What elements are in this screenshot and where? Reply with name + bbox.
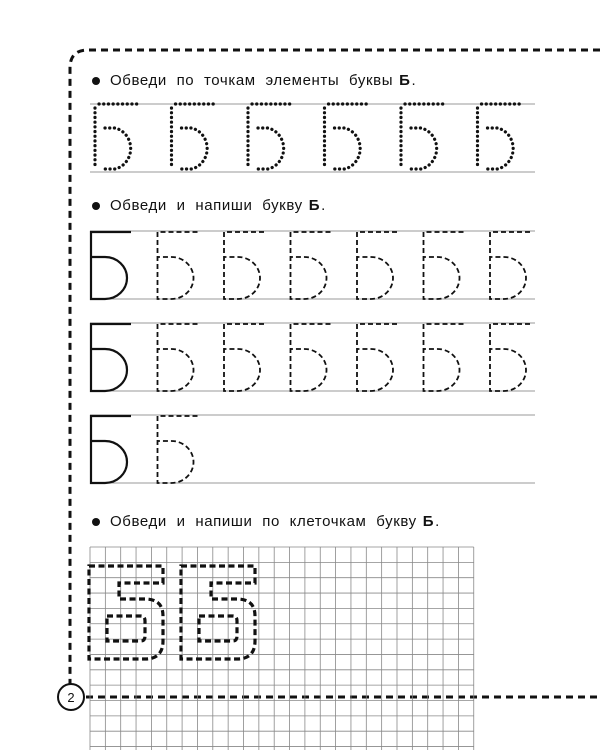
instruction-text: Обведи и напиши по клеточкам букву <box>110 513 417 530</box>
instruction-end: . <box>411 72 417 89</box>
instruction-letter: Б <box>308 197 321 214</box>
instruction-end: . <box>435 513 440 530</box>
grid-letter-outline <box>89 566 163 659</box>
square-grid <box>90 547 474 750</box>
grid-letter-inner <box>199 616 237 641</box>
instruction-text: Обведи и напиши букву <box>110 197 303 214</box>
instruction-end: . <box>321 197 326 214</box>
grid-letters <box>89 566 255 659</box>
page-number: 2 <box>57 683 85 711</box>
grid-letter-trace <box>89 566 163 659</box>
instruction-letter: Б <box>399 72 411 89</box>
instruction-letter: Б <box>422 513 435 530</box>
grid-letter-inner <box>107 616 145 641</box>
instruction-text: Обведи по точкам элементы буквы <box>110 72 394 89</box>
